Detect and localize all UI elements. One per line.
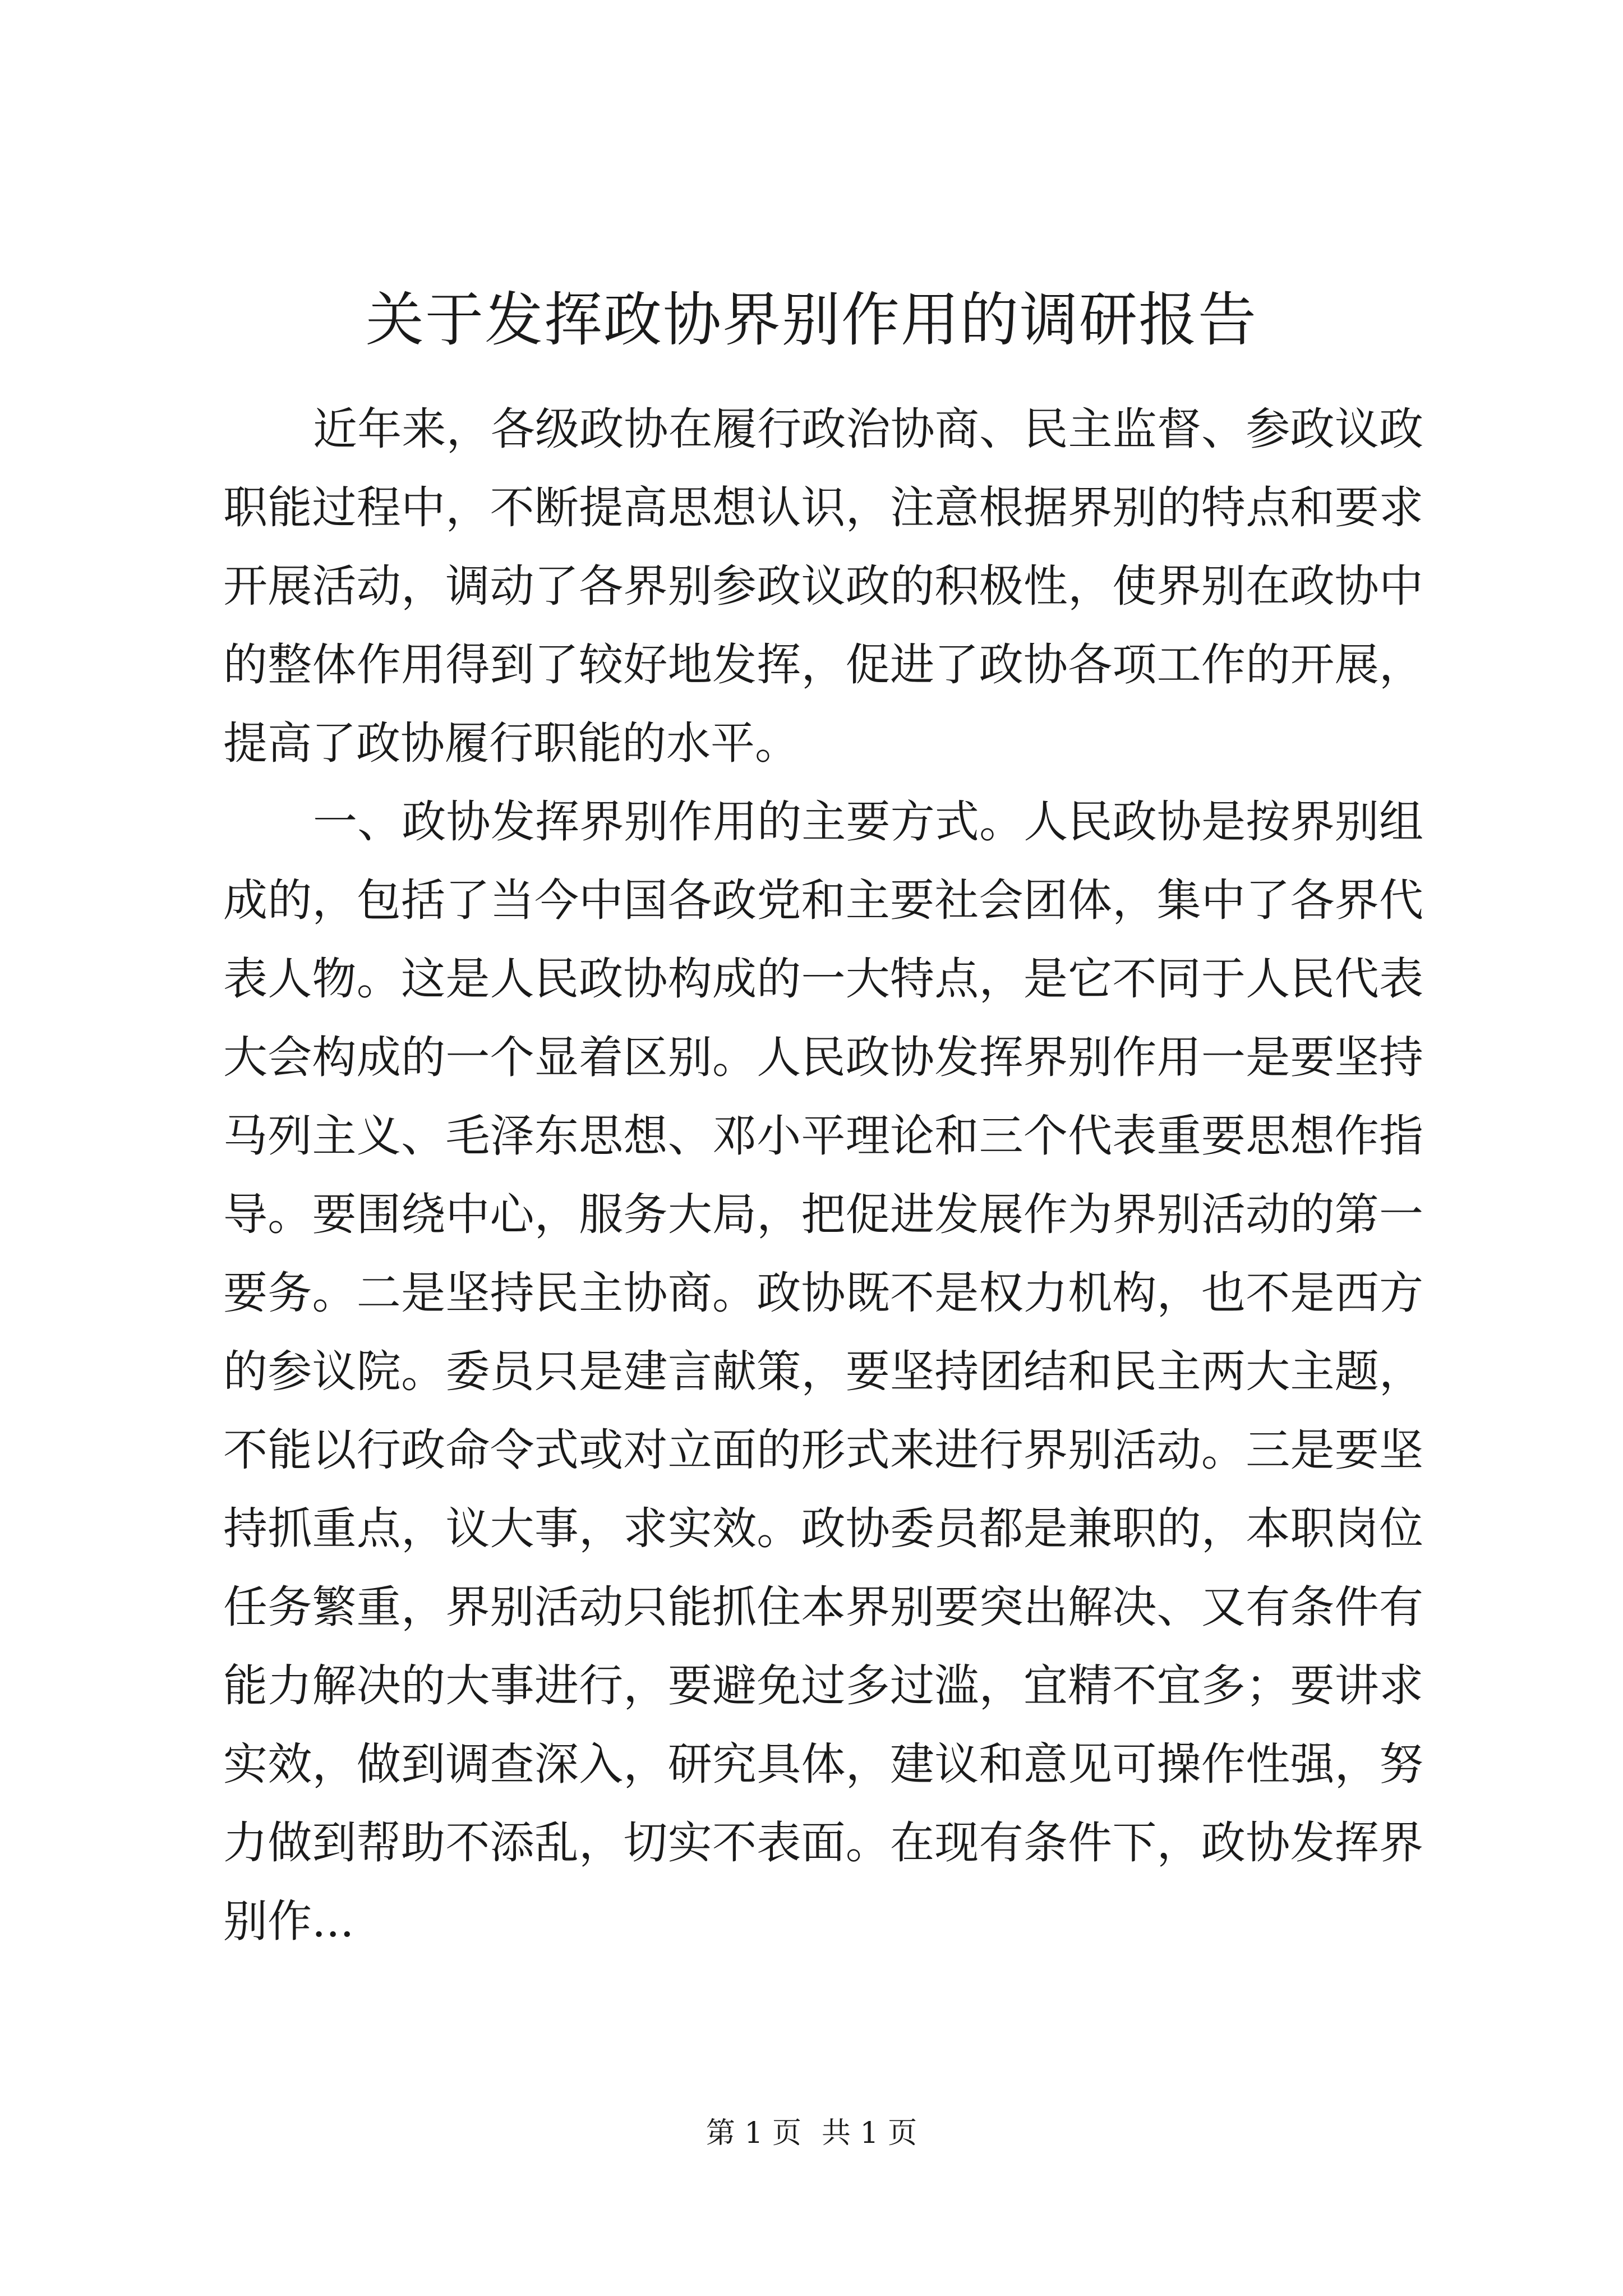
page-footer [0, 2114, 1623, 2153]
document-body [223, 390, 1423, 1961]
paragraph-section-one: 一、政协发挥界别作用的主要方式。人民政协是按界别组成的，包括了当今中国各政党和主要社会团体，集中了各界代表人物。这是人民政协构成的一大特点，是它不同于人民代表大会构成的一个显着区别。人民政协发挥界别作用一是要坚持马列主义、毛泽东思想、邓小平理论和三个代表重要思想作指导。要围绕中心，服务大局，把促进发展作为界别活动的第一要务。二是坚持民主协商。政协既不是权力机构，也不是西方的参议院。委员只是建言献策，要坚持团结和民主两大主题，不能以行政命令式或对立面的形式来进行界别活动。三是要坚持抓重点，议大事，求实效。政协委员都是兼职的，本职岗位任务繁重，界别活动只能抓住本界别要突出解决、又有条件有能力解决的大事进行，要避免过多过滥，宜精不宜多；要讲求实效，做到调查深入，研究具体，建议和意见可操作性强，努力做到帮助不添乱，切实不表面。在现有条件下，政协发挥界别作... [223, 796, 1423, 1947]
document-title: 关于发挥政协界别作用的调研报告 [365, 286, 1257, 354]
page-total: 共 1 页 [822, 2116, 917, 2150]
page-number: 第 1 页 [706, 2116, 801, 2150]
paragraph-intro: 近年来，各级政协在履行政治协商、民主监督、参政议政职能过程中，不断提高思想认识，注意根据界别的特点和要求开展活动，调动了各界别参政议政的积极性，使界别在政协中的整体作用得到了较好地发挥，促进了政协各项工作的开展，提高了政协履行职能的水平。 [223, 403, 1423, 769]
